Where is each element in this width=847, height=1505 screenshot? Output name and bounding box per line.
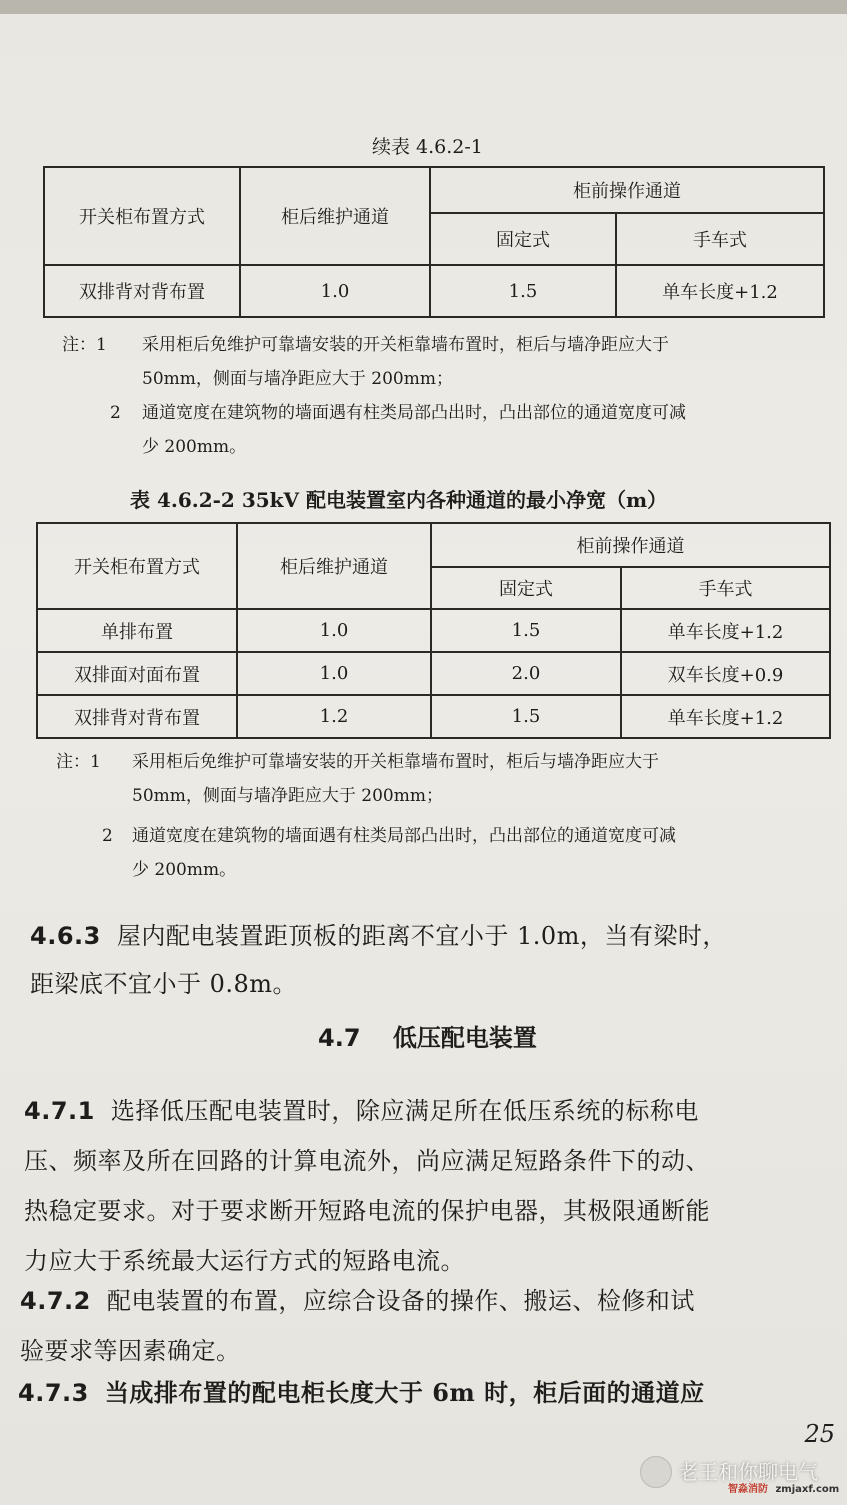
watermark-site: zmjaxf.com [775,1484,840,1495]
table1-header-front: 柜前操作通道 [430,167,824,213]
table1-header-rear: 柜后维护通道 [240,167,430,265]
table-cell: 1.5 [430,265,616,317]
watermark-text: 老王和你聊电气 [678,1460,818,1484]
table-cell: 双车长度+0.9 [621,652,830,695]
note-line: 50mm，侧面与墙净距应大于 200mm； [132,786,443,806]
table2-header-handcart: 手车式 [621,567,830,609]
note-line: 采用柜后免维护可靠墙安装的开关柜靠墙布置时，柜后与墙净距应大于 [142,335,669,355]
clause-number: 4.7.1 [24,1097,95,1125]
clause-number: 4.7.2 [20,1287,91,1315]
watermark-logo-text: 智淼消防 [728,1484,768,1495]
note-line: 采用柜后免维护可靠墙安装的开关柜靠墙布置时，柜后与墙净距应大于 [132,752,659,772]
table2-header-rear: 柜后维护通道 [237,523,431,609]
table1 [43,166,825,318]
table1-caption: 续表 4.6.2-1 [372,136,483,158]
clause-number: 4.7.3 [18,1379,89,1407]
clause-line: 验要求等因素确定。 [20,1337,241,1365]
note-number: 2 [110,403,121,423]
table1-header-handcart: 手车式 [616,213,824,265]
table-cell: 单车长度+1.2 [616,265,824,317]
page-number: 25 [804,1420,835,1448]
note-line: 通道宽度在建筑物的墙面遇有柱类局部凸出时，凸出部位的通道宽度可减 [142,403,686,423]
table-cell: 单车长度+1.2 [621,609,830,652]
table-cell: 1.5 [431,695,621,738]
table2-header-fixed: 固定式 [431,567,621,609]
table1-header-layout: 开关柜布置方式 [44,167,240,265]
table-cell: 单车长度+1.2 [621,695,830,738]
table-cell: 双排面对面布置 [37,652,237,695]
note-number: 注：1 [56,752,101,772]
clause-4-7-2 [20,1276,695,1376]
table-cell: 1.0 [237,609,431,652]
table-cell: 1.0 [237,652,431,695]
table-cell: 2.0 [431,652,621,695]
clause-line: 力应大于系统最大运行方式的短路电流。 [24,1247,465,1275]
clause-4-6-3 [30,912,727,1008]
clause-line: 热稳定要求。对于要求断开短路电流的保护电器，其极限通断能 [24,1197,710,1225]
clause-line: 距梁底不宜小于 0.8m。 [30,970,298,998]
clause-line: 选择低压配电装置时，除应满足所在低压系统的标称电 [110,1097,699,1125]
watermark-logo [728,1480,839,1495]
note-number: 注：1 [62,335,107,355]
section-number: 4.7 [318,1024,361,1052]
table-cell: 双排背对背布置 [44,265,240,317]
table1-header-fixed: 固定式 [430,213,616,265]
page-top-edge [0,0,847,14]
table2-caption: 表 4.6.2-2 35kV 配电装置室内各种通道的最小净宽（m） [130,488,668,512]
table2-header-front: 柜前操作通道 [431,523,830,567]
table2 [36,522,831,739]
table-row [37,695,830,738]
table-cell: 双排背对背布置 [37,695,237,738]
note-number: 2 [102,826,113,846]
table-cell: 单排布置 [37,609,237,652]
clause-line: 当成排布置的配电柜长度大于 6m 时，柜后面的通道应 [104,1378,705,1407]
clause-line: 压、频率及所在回路的计算电流外，尚应满足短路条件下的动、 [24,1147,710,1175]
table-row [37,652,830,695]
section-title: 低压配电装置 [392,1024,537,1052]
table-cell: 1.0 [240,265,430,317]
table-row [37,609,830,652]
wechat-icon [640,1456,672,1488]
clause-4-7-1 [24,1086,710,1286]
table1-note-2 [62,396,842,464]
note-line: 通道宽度在建筑物的墙面遇有柱类局部凸出时，凸出部位的通道宽度可减 [132,826,676,846]
note-line: 少 200mm。 [132,860,237,880]
watermark [640,1450,840,1502]
note-line: 50mm，侧面与墙净距应大于 200mm； [142,369,453,389]
clause-4-7-3 [18,1368,705,1418]
table1-note-1 [62,328,842,396]
note-line: 少 200mm。 [142,437,247,457]
table-cell: 1.5 [431,609,621,652]
table-row [44,265,824,317]
table2-header-layout: 开关柜布置方式 [37,523,237,609]
clause-line: 配电装置的布置，应综合设备的操作、搬运、检修和试 [106,1287,695,1315]
table-cell: 1.2 [237,695,431,738]
clause-line: 屋内配电装置距顶板的距离不宜小于 1.0m，当有梁时， [116,922,727,950]
section-heading [318,1018,537,1053]
clause-number: 4.6.3 [30,922,101,950]
table2-note-2 [56,819,846,887]
table2-note-1 [56,745,846,813]
